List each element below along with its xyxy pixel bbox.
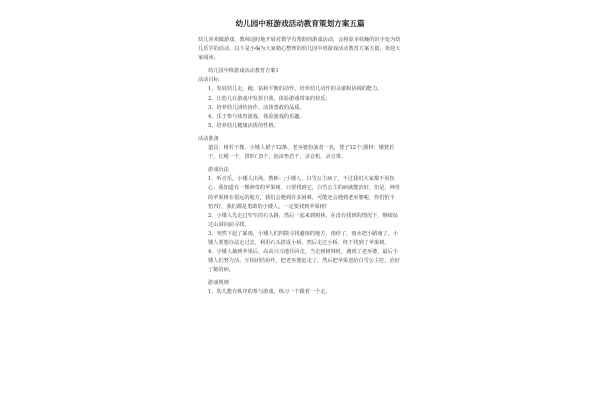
goals-heading: 活动目标 <box>198 77 219 84</box>
goal-item: 5、培养幼儿健康活泼的性格。 <box>208 122 279 129</box>
goal-item: 2、让幼儿在游戏中发挥自我，体验游戏带来的快乐。 <box>208 95 331 102</box>
intro-paragraph: 幼儿喜欢做游戏，教师适时地开展对教学有帮助的游戏活动，会将原本枯燥的识字变为幼儿乐学的活动。以下是小编为大家精心整理的幼儿园中班游戏活动教育方案五篇，欢迎大家阅读。 <box>198 37 401 62</box>
play-step: 4、小矮人摘到苹果后，高高兴兴地往回走，当走到树林时，遇到了老巫婆，最后小矮人们努力活、互相团结协作，把老巫婆赶走了，然后把苹果送给白雪公主吃，治好了她的病。 <box>208 249 400 274</box>
goal-item: 1、发展幼儿走、跑、钻和平衡的动作，培养幼儿动作的灵敏和协调的能力。 <box>208 86 383 93</box>
goal-item: 4、乐于参与体育游戏，体验游戏的乐趣。 <box>208 113 305 120</box>
goal-item: 3、培养幼儿团结协作、活泼勇敢的品质。 <box>208 104 305 111</box>
play-step: 3、突然下起了暴雨，小矮人们四散寻找避雨的地方，雨停了，雨水把小路淹了，小矮人要想办法走过去，利用石头搭成小桥，然后走过小桥，终于找到了苹果树。 <box>208 230 399 246</box>
rules-heading: 游戏规则 <box>208 280 229 287</box>
document-page <box>198 18 402 400</box>
rule-item: 1、幼儿能有秩序的参与游戏，练习一个跟着一个走。 <box>208 289 331 296</box>
prep-heading: 活动准备 <box>198 135 219 142</box>
play-step: 2、小矮人先走过窄窄的石头路，然后一起来到树林，在没有找到的情况下，继续钻过山洞向前寻找。 <box>208 212 399 228</box>
prep-paragraph: 道具：树若干棵，小矮人裙子12条，老巫婆扮演者一名，凳子12个;器材：矮凳若干，长绳一个，拱形门5个，泡沫垫若干，录音机，录音带。 <box>208 145 395 161</box>
plan-title: 幼儿园中班游戏活动教育方案1 <box>208 68 279 75</box>
play-step: 1、听音乐，小矮人出场。教师：;小矮人，白雪公主病了，不过我们大家都不用伤心，我知道有一棵神奇的苹果树，只要找到它，白雪公主的病就能治好，但是，神奇的苹果树在很远的地方，我们会遇到许多困难，可能还会遇到老巫婆呢，你们怕不怕?好，我们都是勇敢的小矮人，一定要找到苹果树! <box>208 176 400 210</box>
document-title: 幼儿园中班游戏活动教育策划方案五篇 <box>235 19 365 28</box>
play-heading: 游戏玩法 <box>208 167 229 174</box>
